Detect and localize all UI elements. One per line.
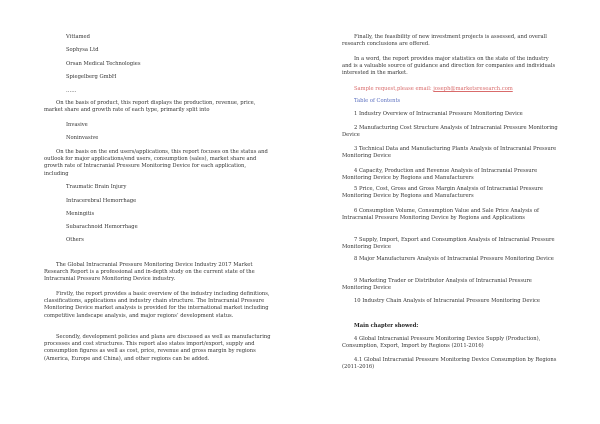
toc-title: Table of Contents: [354, 98, 401, 104]
paragraph-secondly: Secondly, development policies and plans are discussed as well as manufacturing processes and cost structures. This report also states import/export, supply and consumption figures as well as cost, price, revenue and gross margin by regions (America, Europe and China), and other regions can be added.: [44, 334, 271, 362]
paragraph-firstly: Firstly, the report provides a basic overview of the industry including definitions, classifications, applications and industry chain structure. The Intracranial Pressure Monitoring Device market analysis is provided for the international market including competitive landscape analysis, and major regions’ development status.: [44, 291, 270, 319]
paragraph-in-a-word: In a word, the report provides major statistics on the state of the industry and is a valuable source of guidance and direction for companies and individuals interested in the market.: [342, 56, 556, 77]
paragraph-finally: Finally, the feasibility of new investment projects is assessed, and overall research conclusions are offered.: [342, 34, 547, 48]
toc-item: 1 Industry Overview of Intracranial Pressure Monitoring Device: [354, 111, 523, 117]
toc-item: 3 Technical Data and Manufacturing Plants Analysis of Intracranial Pressure Monitoring Device: [342, 146, 557, 160]
product-type-item: Invasive: [66, 122, 88, 128]
sample-email-link[interactable]: joseph@marketsresearch.com: [433, 86, 513, 92]
company-item: Sophysa Ltd: [66, 47, 99, 53]
sample-request-label: Sample request,please email:: [354, 86, 432, 92]
toc-item: 4 Capacity, Production and Revenue Analysis of Intracranial Pressure Monitoring Device by Regions and Manufacturers: [342, 168, 538, 182]
company-item: ……: [66, 88, 77, 94]
toc-item: 10 Industry Chain Analysis of Intracranial Pressure Monitoring Device: [354, 298, 540, 304]
toc-item: 6 Consumption Volume, Consumption Value and Sale Price Analysis of Intracranial Pressure Monitoring Device by Regions and Applications: [342, 208, 539, 222]
company-item: Spiegelberg GmbH: [66, 74, 117, 80]
chapter-item: 4.1 Global Intracranial Pressure Monitoring Device Consumption by Regions (2011-2016): [342, 357, 557, 371]
chapter-item: 4 Global Intracranial Pressure Monitoring Device Supply (Production), Consumption, Export, Import by Regions (2011-2016): [342, 336, 541, 350]
toc-item: 8 Major Manufacturers Analysis of Intracranial Pressure Monitoring Device: [354, 256, 554, 262]
application-item: Subarachnoid Hemorrhage: [66, 224, 138, 230]
sample-request: [342, 86, 558, 93]
product-intro: On the basis of product, this report displays the production, revenue, price, market share and growth rate of each type, primarily split into: [44, 100, 256, 114]
toc-item: 2 Manufacturing Cost Structure Analysis of Intracranial Pressure Monitoring Device: [342, 125, 558, 139]
application-intro: On the basis on the end users/applications, this report focuses on the status and outlook for major applications/end users, consumption (sales), market share and growth rate of Intracranial Pressure Monitoring Device for each application, including: [44, 149, 268, 177]
toc-item: 7 Supply, Import, Export and Consumption Analysis of Intracranial Pressure Monitoring Device: [342, 237, 555, 251]
application-item: Others: [66, 237, 84, 243]
product-type-item: Noninvasive: [66, 135, 99, 141]
toc-item: 5 Price, Cost, Gross and Gross Margin Analysis of Intracranial Pressure Monitoring Device by Regions and Manufacturers: [342, 186, 543, 200]
company-item: Vittamed: [66, 34, 90, 40]
application-item: Intracerebral Hemorrhage: [66, 198, 137, 204]
application-item: Meningitis: [66, 211, 95, 217]
toc-item: 9 Marketing Trader or Distributor Analysis of Intracranial Pressure Monitoring Device: [342, 278, 532, 292]
company-item: Orsan Medical Technologies: [66, 61, 141, 67]
main-chapter-title: Main chapter showed:: [354, 323, 419, 329]
application-item: Traumatic Brain Injury: [66, 184, 127, 190]
paragraph-global: The Global Intracranial Pressure Monitoring Device Industry 2017 Market Research Report is a professional and in-depth study on the current state of the Intracranial Pressure Monitoring Device industry.: [44, 262, 255, 283]
